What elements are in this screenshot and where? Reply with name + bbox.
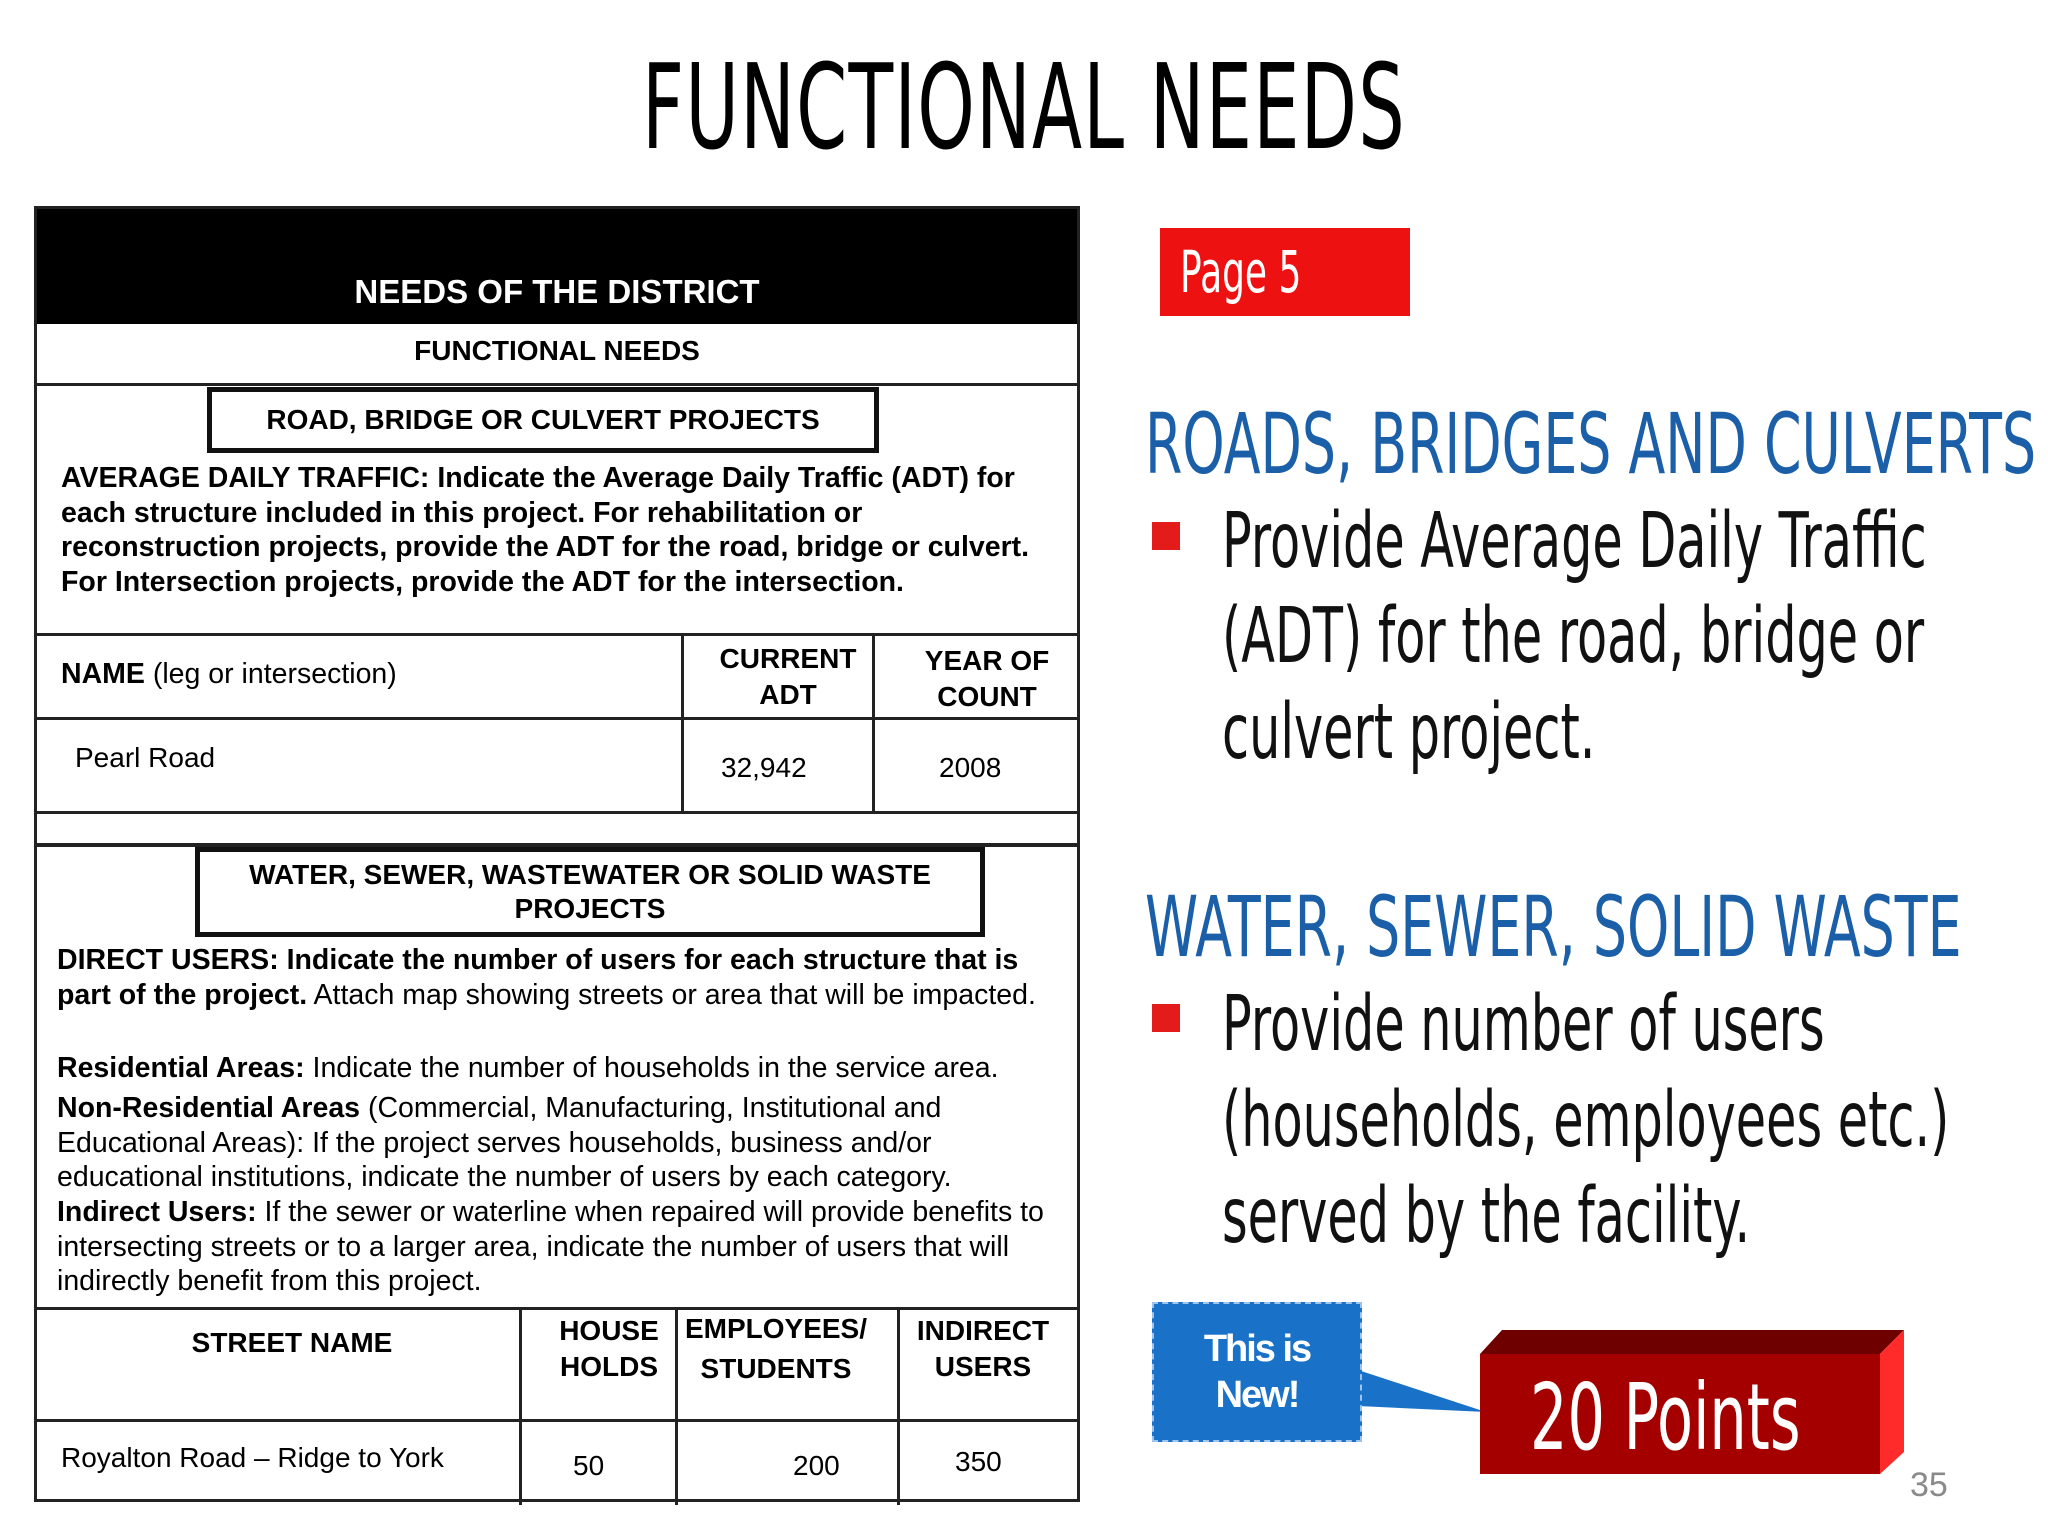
water-bullet-line-3: served by the facility. [1222,1172,1751,1261]
water-heading: WATER, SEWER, SOLID WASTE [1145,878,1962,976]
col-header-households: HOUSE HOLDS [559,1315,659,1382]
slide-number: 35 [1910,1466,1948,1504]
direct-users-text [57,943,1067,1012]
indirect-users-text [57,1195,1067,1299]
divider [37,383,1077,386]
nonresidential-rest: (Commercial, Manufacturing, Institutional and Educational Areas): If the project serves households, business and/or educational institutions, indicate the number of users by each category. [57,1092,952,1193]
roads-bullet-line-1: Provide Average Daily Traffic [1222,497,1927,586]
points-box-top [1480,1330,1904,1356]
water-row-indirect: 350 [955,1446,1002,1477]
divider [872,633,875,811]
indirect-users-rest: If the sewer or waterline when repaired will provide benefits to intersecting streets or to a larger area, indicate the number of users that will indirectly benefit from this project. [57,1196,1044,1297]
roads-bullet-line-2: (ADT) for the road, bridge or [1222,592,1925,681]
bullet-icon [1152,522,1180,550]
adt-instructions: AVERAGE DAILY TRAFFIC: Indicate the Average Daily Traffic (ADT) for each structure included in this project. For rehabilitation or reconstruction projects, provide the ADT for the road, bridge or culvert. For Intersection projects, provide the ADT for the intersection. [61,462,1030,598]
divider [675,1307,678,1505]
col-header-street-name: STREET NAME [191,1327,393,1358]
page-tag [1160,228,1410,316]
water-row-households: 50 [573,1450,605,1481]
direct-users-bold: DIRECT USERS: Indicate the number of users for each structure that is part of the project. [57,944,1019,1011]
divider [37,1419,1077,1422]
indirect-users-bold: Indirect Users: [57,1196,257,1228]
callout-pointer [1358,1370,1490,1420]
water-bullet-line-1: Provide number of users [1222,980,1825,1069]
needs-form [34,206,1080,1502]
water-row-employees: 200 [793,1450,840,1481]
col-header-indirect-users: INDIRECT USERS [916,1315,1050,1382]
col-header-year-of-count: YEAR OF COUNT [924,645,1050,712]
form-header: NEEDS OF THE DISTRICT [37,209,1077,324]
divider [681,633,684,811]
water-section-title: WATER, SEWER, WASTEWATER OR SOLID WASTE PROJECTS [195,847,985,937]
direct-users-rest: Attach map showing streets or area that will be impacted. [307,978,1036,1011]
page-tag-label: Page 5 [1180,238,1302,306]
roads-heading: ROADS, BRIDGES AND CULVERTS [1145,395,2037,493]
divider [37,811,1077,814]
new-callout [1152,1302,1362,1442]
slide-title: FUNCTIONAL NEEDS [642,38,1406,176]
water-bullet-line-2: (households, employees etc.) [1222,1076,1950,1165]
residential-rest: Indicate the number of households in the service area. [304,1052,999,1084]
callout-line-2: New! [1215,1374,1299,1416]
divider [37,633,1077,636]
divider [897,1307,900,1505]
points-box-side [1878,1330,1904,1476]
divider [37,1307,1077,1310]
nonresidential-bold: Non-Residential Areas [57,1092,361,1124]
water-row-street: Royalton Road – Ridge to York [61,1442,444,1473]
col-name-bold: NAME [61,658,145,690]
col-header-current-adt: CURRENT ADT [719,643,857,710]
residential-bold: Residential Areas: [57,1052,305,1084]
col-header-name [61,657,397,692]
points-label: 20 Points [1530,1364,1801,1471]
nonresidential-text [57,1091,1057,1195]
form-subheader: FUNCTIONAL NEEDS [414,335,700,366]
roads-bullet-line-3: culvert project. [1222,688,1596,777]
divider [37,717,1077,720]
bullet-icon [1152,1004,1180,1032]
road-row-name: Pearl Road [75,742,216,773]
col-header-employees: EMPLOYEES/ STUDENTS [684,1313,868,1384]
road-section-title: ROAD, BRIDGE OR CULVERT PROJECTS [207,387,879,453]
residential-text [57,1051,1067,1086]
col-name-rest: (leg or intersection) [144,658,397,690]
road-row-adt: 32,942 [721,752,807,783]
points-box [1480,1354,1880,1474]
callout-line-1: This is [1203,1328,1311,1370]
divider [519,1307,522,1505]
road-row-year: 2008 [939,752,1002,783]
